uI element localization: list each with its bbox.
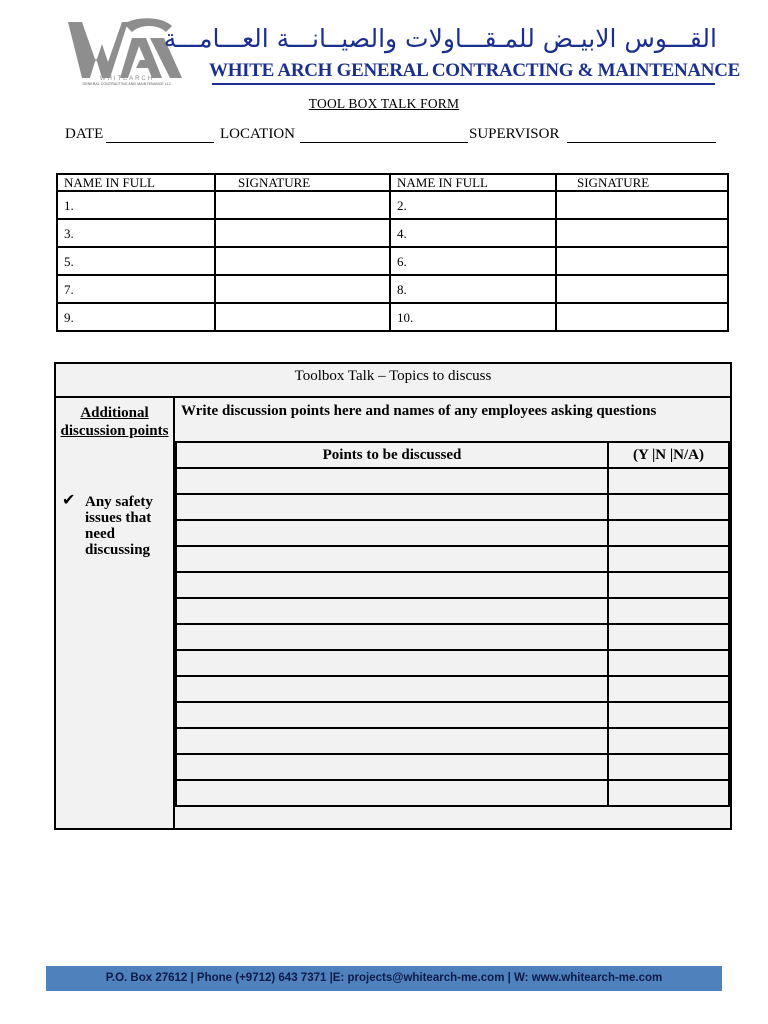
header-divider (212, 83, 715, 85)
points-row (176, 650, 729, 676)
name-cell[interactable]: 4. (390, 219, 556, 247)
point-cell[interactable] (176, 598, 608, 624)
yn-header: (Y |N |N/A) (608, 442, 729, 468)
supervisor-label: SUPERVISOR (469, 126, 560, 142)
footer-contact: P.O. Box 27612 | Phone (+9712) 643 7371 |E: projects@whitearch-me.com | W: www.whitearch-me.com (105, 972, 663, 984)
signature-header: SIGNATURE (215, 174, 390, 191)
name-cell[interactable]: 8. (390, 275, 556, 303)
form-title: TOOL BOX TALK FORM (308, 96, 460, 111)
points-row (176, 520, 729, 546)
point-cell[interactable] (176, 780, 608, 806)
topics-box (54, 362, 732, 830)
point-cell[interactable] (176, 702, 608, 728)
name-cell[interactable]: 2. (390, 191, 556, 219)
points-row (176, 546, 729, 572)
name-cell[interactable]: 10. (390, 303, 556, 331)
yn-cell[interactable] (608, 702, 729, 728)
point-cell[interactable] (176, 572, 608, 598)
yn-cell[interactable] (608, 780, 729, 806)
location-field[interactable] (300, 142, 468, 143)
signature-cell[interactable] (215, 275, 390, 303)
signature-cell[interactable] (215, 191, 390, 219)
logo-subtext: GENERAL CONTRACTING AND MAINTENANCE LLC (82, 82, 172, 86)
point-cell[interactable] (176, 754, 608, 780)
name-cell[interactable]: 7. (57, 275, 215, 303)
point-cell[interactable] (176, 468, 608, 494)
yn-cell[interactable] (608, 572, 729, 598)
yn-cell[interactable] (608, 494, 729, 520)
point-cell[interactable] (176, 728, 608, 754)
yn-cell[interactable] (608, 728, 729, 754)
points-row (176, 728, 729, 754)
attendance-header-row (57, 174, 728, 191)
checkmark-icon: ✔ (62, 490, 76, 509)
footer-bar (46, 966, 722, 991)
name-header: NAME IN FULL (390, 174, 556, 191)
points-row (176, 468, 729, 494)
point-cell[interactable] (176, 650, 608, 676)
point-cell[interactable] (176, 546, 608, 572)
points-header-row (176, 442, 729, 468)
signature-cell[interactable] (556, 303, 728, 331)
location-label: LOCATION (220, 126, 295, 142)
signature-header: SIGNATURE (556, 174, 728, 191)
date-field[interactable] (106, 142, 214, 143)
points-row (176, 624, 729, 650)
points-header: Points to be discussed (176, 442, 608, 468)
yn-cell[interactable] (608, 520, 729, 546)
points-row (176, 572, 729, 598)
name-cell[interactable]: 6. (390, 247, 556, 275)
topics-heading: Toolbox Talk – Topics to discuss (56, 364, 730, 398)
arabic-company-name: القـــوس الابيـض للمـقـــاولات والصيــانـــة العـــامـــة (163, 24, 717, 53)
attendance-row (57, 303, 728, 331)
yn-cell[interactable] (608, 754, 729, 780)
name-cell[interactable]: 9. (57, 303, 215, 331)
additional-points-title: Additional discussion points (60, 405, 169, 439)
logo-text: WHITEARCH (99, 76, 155, 82)
yn-cell[interactable] (608, 598, 729, 624)
attendance-row (57, 219, 728, 247)
signature-cell[interactable] (215, 303, 390, 331)
yn-cell[interactable] (608, 676, 729, 702)
additional-points-column (56, 398, 175, 828)
point-cell[interactable] (176, 624, 608, 650)
points-row (176, 676, 729, 702)
signature-cell[interactable] (556, 275, 728, 303)
yn-cell[interactable] (608, 624, 729, 650)
write-prompt: Write discussion points here and names of any employees asking questions (181, 403, 657, 419)
signature-cell[interactable] (556, 191, 728, 219)
yn-cell[interactable] (608, 546, 729, 572)
signature-cell[interactable] (215, 219, 390, 247)
points-row (176, 494, 729, 520)
supervisor-field[interactable] (567, 142, 716, 143)
point-cell[interactable] (176, 520, 608, 546)
yn-cell[interactable] (608, 468, 729, 494)
yn-cell[interactable] (608, 650, 729, 676)
name-cell[interactable]: 5. (57, 247, 215, 275)
attendance-row (57, 247, 728, 275)
points-row (176, 702, 729, 728)
signature-cell[interactable] (556, 247, 728, 275)
attendance-table (56, 173, 729, 332)
points-row (176, 598, 729, 624)
signature-cell[interactable] (215, 247, 390, 275)
attendance-row (57, 191, 728, 219)
name-header: NAME IN FULL (57, 174, 215, 191)
points-row (176, 780, 729, 806)
logo-caption (66, 76, 188, 86)
points-row (176, 754, 729, 780)
discussion-points-table (175, 441, 730, 830)
name-cell[interactable]: 3. (57, 219, 215, 247)
signature-cell[interactable] (556, 219, 728, 247)
point-cell[interactable] (176, 676, 608, 702)
point-cell[interactable] (176, 494, 608, 520)
safety-issues-item: Any safety issues that need discussing (85, 494, 153, 558)
name-cell[interactable]: 1. (57, 191, 215, 219)
english-company-name: WHITE ARCH GENERAL CONTRACTING & MAINTENANCE (209, 60, 741, 81)
date-label: DATE (65, 126, 104, 142)
attendance-row (57, 275, 728, 303)
